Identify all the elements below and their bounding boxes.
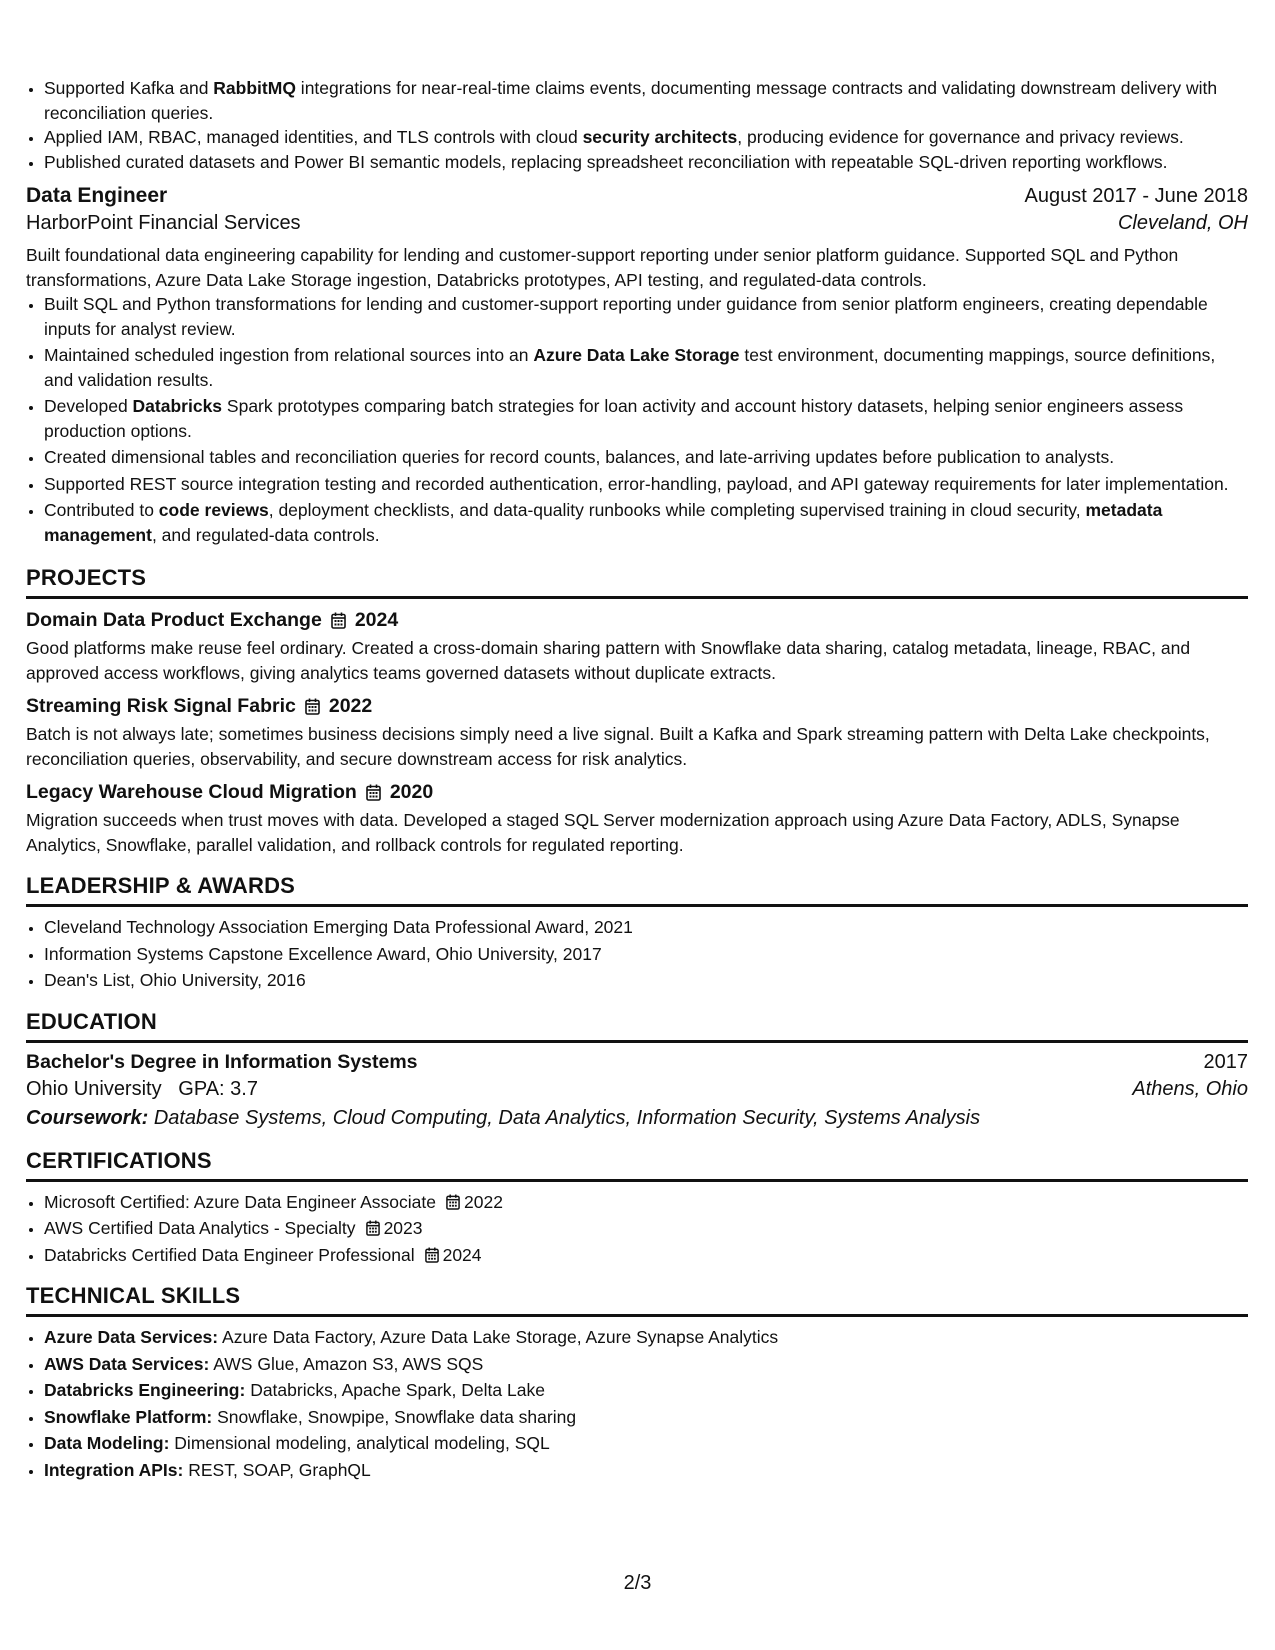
project-entry — [26, 781, 1248, 857]
calendar-icon — [366, 784, 381, 801]
project-year: 2020 — [389, 781, 434, 803]
resume-page — [26, 0, 1248, 1484]
calendar-icon — [446, 1194, 460, 1210]
job-bullets — [26, 292, 1248, 547]
project-year: 2022 — [328, 695, 373, 717]
coursework — [26, 1107, 1248, 1130]
list-item: • Supported Kafka and RabbitMQ integrations for near-real-time claims events, documenting message contracts and validating downstream delivery with reconciliation queries. — [44, 76, 1248, 125]
calendar-icon — [305, 698, 320, 715]
list-item: • Cleveland Technology Association Emerging Data Professional Award, 2021 — [44, 915, 1248, 940]
project-entry — [26, 609, 1248, 685]
school-location: Athens, Ohio — [1132, 1077, 1248, 1100]
calendar-icon — [425, 1247, 439, 1263]
gpa: GPA: 3.7 — [178, 1077, 258, 1100]
list-item: • Published curated datasets and Power BI semantic models, replacing spreadsheet reconciliation with repeatable SQL-driven reporting workflows. — [44, 150, 1248, 175]
certifications-section — [26, 1148, 1248, 1268]
certifications-list — [26, 1190, 1248, 1268]
project-entry — [26, 695, 1248, 771]
project-description: Migration succeeds when trust moves with data. Developed a staged SQL Server modernization approach using Azure Data Factory, ADLS, Synapse Analytics, Snowflake, parallel validation, and rollback controls for regulated reporting. — [26, 810, 1180, 855]
section-heading: TECHNICAL SKILLS — [26, 1283, 1248, 1317]
list-item: • Microsoft Certified: Azure Data Engineer Associate 2022 — [44, 1190, 1248, 1215]
job-location: Cleveland, OH — [1117, 212, 1248, 234]
job-entry — [26, 184, 1248, 547]
skills-section — [26, 1283, 1248, 1482]
awards-list — [26, 915, 1248, 993]
list-item: • Maintained scheduled ingestion from relational sources into an Azure Data Lake Storage test environment, documenting mappings, source definitions, and validation results. — [44, 343, 1248, 392]
project-description: Batch is not always late; sometimes business decisions simply need a live signal. Built a Kafka and Spark streaming pattern with Delta Lake checkpoints, reconciliation queries, observability, and secure downstream access for risk analytics. — [26, 724, 1210, 769]
project-title: Legacy Warehouse Cloud Migration — [26, 781, 357, 803]
section-heading: EDUCATION — [26, 1009, 1248, 1043]
list-item: • Integration APIs: REST, SOAP, GraphQL — [44, 1458, 1248, 1483]
job-summary: Built foundational data engineering capability for lending and customer-support reporting under senior platform guidance. Supported SQL and Python transformations, Azure Data Lake Storage ingestion, Databricks prototypes, API testing, and regulated-data controls. — [26, 245, 1179, 290]
previous-job-bullets — [26, 76, 1248, 174]
section-heading: LEADERSHIP & AWARDS — [26, 873, 1248, 907]
list-item: • Contributed to code reviews, deployment checklists, and data-quality runbooks while completing supervised training in cloud security, metadata management, and regulated-data controls. — [44, 498, 1248, 547]
list-item: • Information Systems Capstone Excellence Award, Ohio University, 2017 — [44, 942, 1248, 967]
section-heading: CERTIFICATIONS — [26, 1148, 1248, 1182]
list-item: • Applied IAM, RBAC, managed identities, and TLS controls with cloud security architects, producing evidence for governance and privacy reviews. — [44, 125, 1248, 150]
school-name: Ohio University — [26, 1077, 162, 1100]
list-item: • Azure Data Services: Azure Data Factory, Azure Data Lake Storage, Azure Synapse Analytics — [44, 1325, 1248, 1350]
school-line — [26, 1078, 258, 1101]
skills-list — [26, 1325, 1248, 1482]
job-title: Data Engineer — [26, 184, 168, 207]
list-item: • Supported REST source integration testing and recorded authentication, error-handling, payload, and API gateway requirements for later implementation. — [44, 472, 1248, 497]
job-dates: August 2017 - June 2018 — [1024, 185, 1248, 207]
list-item: • AWS Certified Data Analytics - Specialty 2023 — [44, 1216, 1248, 1241]
degree-title: Bachelor's Degree in Information Systems — [26, 1050, 418, 1073]
list-item: • Developed Databricks Spark prototypes comparing batch strategies for loan activity and account history datasets, helping senior engineers assess production options. — [44, 394, 1248, 443]
list-item: • Dean's List, Ohio University, 2016 — [44, 968, 1248, 993]
coursework-list: Database Systems, Cloud Computing, Data Analytics, Information Security, Systems Analysis — [153, 1106, 981, 1129]
page-number: 2/3 — [623, 1572, 652, 1594]
projects-section — [26, 565, 1248, 857]
calendar-icon — [366, 1220, 380, 1236]
project-description: Good platforms make reuse feel ordinary. Created a cross-domain sharing pattern with Snowflake data sharing, catalog metadata, lineage, RBAC, and approved access workflows, giving analytics teams governed datasets without duplicate extracts. — [26, 638, 1191, 683]
graduation-year: 2017 — [1203, 1050, 1248, 1073]
company-name: HarborPoint Financial Services — [26, 212, 301, 234]
calendar-icon — [331, 612, 346, 629]
list-item: • Built SQL and Python transformations for lending and customer-support reporting under guidance from senior platform engineers, creating dependable inputs for analyst review. — [44, 292, 1248, 341]
education-section — [26, 1009, 1248, 1130]
list-item: • AWS Data Services: AWS Glue, Amazon S3, AWS SQS — [44, 1352, 1248, 1377]
list-item: • Data Modeling: Dimensional modeling, analytical modeling, SQL — [44, 1431, 1248, 1456]
leadership-section — [26, 873, 1248, 993]
list-item: • Databricks Certified Data Engineer Professional 2024 — [44, 1243, 1248, 1268]
project-year: 2024 — [354, 609, 399, 631]
coursework-label: Coursework: — [26, 1106, 149, 1129]
list-item: • Snowflake Platform: Snowflake, Snowpipe, Snowflake data sharing — [44, 1405, 1248, 1430]
list-item: • Created dimensional tables and reconciliation queries for record counts, balances, and late-arriving updates before publication to analysts. — [44, 445, 1248, 470]
project-title: Domain Data Product Exchange — [26, 609, 322, 631]
list-item: • Databricks Engineering: Databricks, Apache Spark, Delta Lake — [44, 1378, 1248, 1403]
project-title: Streaming Risk Signal Fabric — [26, 695, 296, 717]
section-heading: PROJECTS — [26, 565, 1248, 599]
